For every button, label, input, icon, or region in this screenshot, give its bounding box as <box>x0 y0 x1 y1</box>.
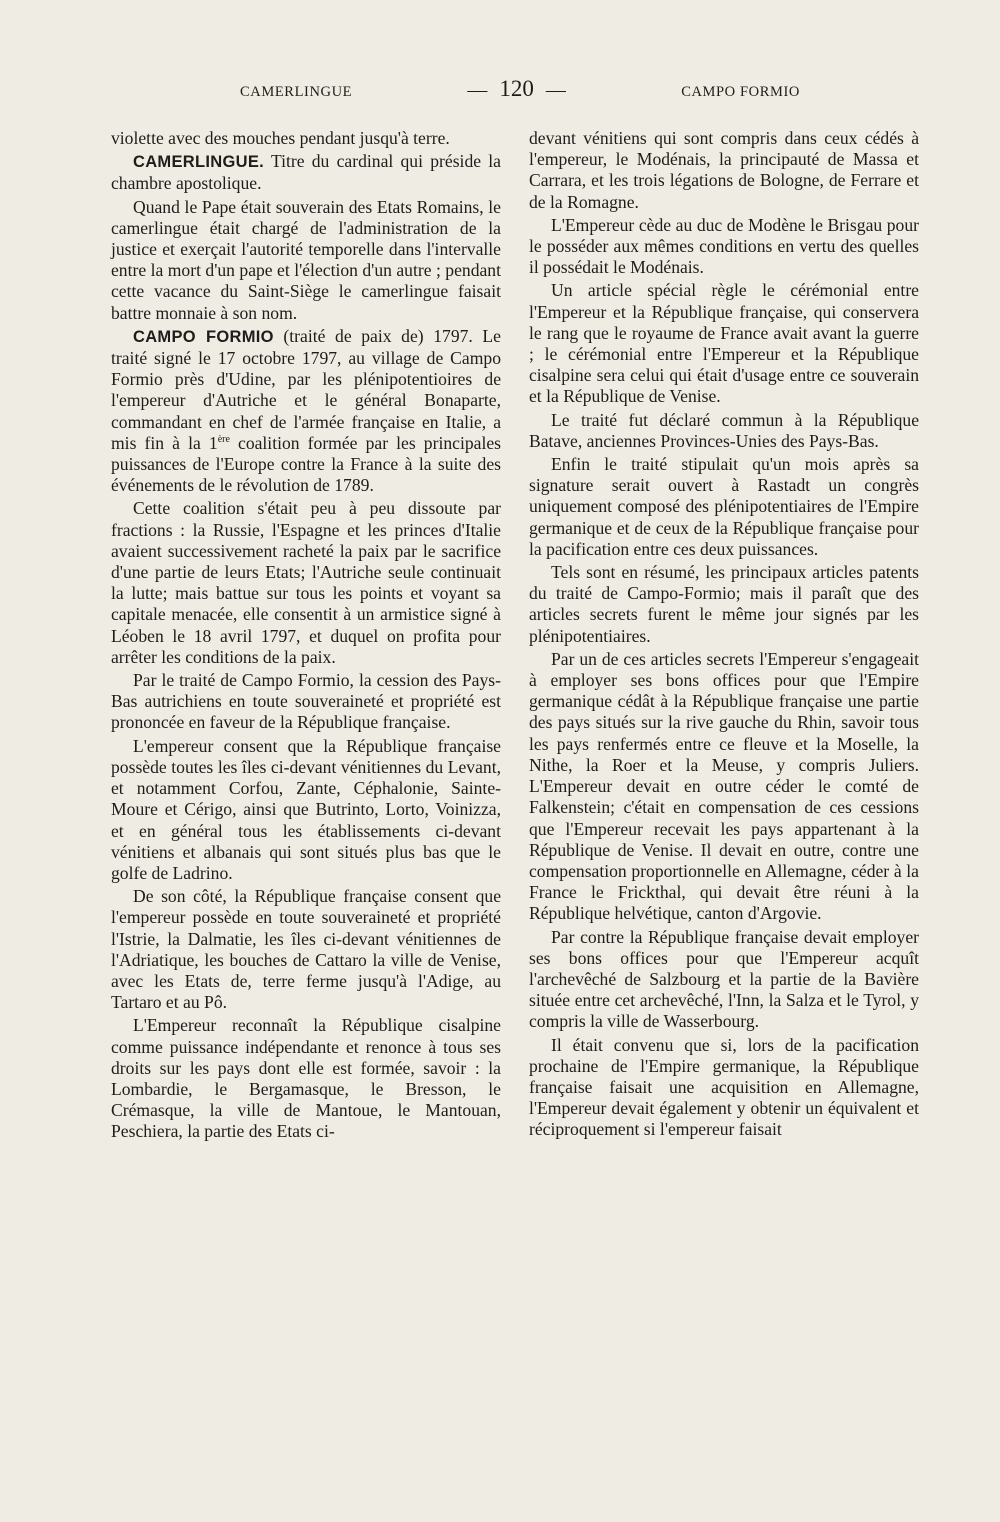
paragraph: De son côté, la République française consent que l'empereur possède en toute souveraineté et propriété l'Istrie, la Dalmatie, les îles ci-devant vénitiennes de l'Adriatique, les bouches de Cattaro la ville de Venise, avec les Etats de, terre ferme jusqu'à l'Adige, au Tartaro et au Pô. <box>111 886 501 1013</box>
paragraph: Le traité fut déclaré commun à la République Batave, anciennes Provinces-Unies des Pays-Bas. <box>529 409 919 451</box>
paragraph: devant vénitiens qui sont compris dans ceux cédés à l'empereur, le Modénais, la principauté de Massa et Carrara, et les trois légations de Bologne, de Ferrare et de la Romagne. <box>529 128 919 212</box>
entry-text: (traité de paix de) 1797. Le traité signé le 17 octobre 1797, au village de Campo Formio près d'Udine, par les plénipotentioires de l'empereur d'Autriche et le général Bonaparte, commandant en chef de l'armée française en Italie, a mis fin à la 1 <box>111 325 501 453</box>
paragraph: Enfin le traité stipulait qu'un mois après sa signature serait ouvert à Rastadt un congrès uniquement composé des plénipotentiaires de l'Empire germanique et de ceux de la République française pour la pacification entre ces deux puissances. <box>529 454 919 559</box>
dictionary-entry-campo-formio <box>111 326 501 497</box>
running-header <box>240 76 800 106</box>
paragraph: L'Empereur reconnaît la République cisalpine comme puissance indépendante et renonce à tous ses droits sur les pays dont elle est formée, savoir : la Lombardie, le Bergamasque, le Bresson, le Crémasque, la ville de Mantoue, le Mantouan, Peschiera, la partie des Etats ci- <box>111 1015 501 1142</box>
paragraph: Tels sont en résumé, les principaux articles patents du traité de Campo-Formio; mais il paraît que des articles secrets furent le même jour signés par les plénipotentiaires. <box>529 562 919 646</box>
left-column <box>111 128 501 1145</box>
entry-headword: CAMERLINGUE. <box>133 153 265 172</box>
paragraph: L'empereur consent que la République française possède toutes les îles ci-devant vénitiennes du Levant, et notamment Corfou, Zante, Céphalonie, Sainte-Moure et Cérigo, ainsi que Butrinto, Lorto, Voinizza, et en général tous les établissements ci-devant vénitiens et albanais qui sont situés plus bas que le golfe de Ladrino. <box>111 735 501 883</box>
paragraph: Par le traité de Campo Formio, la cession des Pays-Bas autrichiens en toute souveraineté et propriété est prononcée en faveur de la République française. <box>111 670 501 733</box>
folio <box>467 76 566 102</box>
page-number: 120 <box>499 76 534 101</box>
paragraph: Un article spécial règle le cérémonial entre l'Empereur et la République française, qui conservera le rang que le royaume de France avait avant la guerre ; le cérémonial entre l'Empereur et la République cisalpine sera celui qui était d'usage entre ce souverain et la République de Venise. <box>529 280 919 407</box>
paragraph: Par un de ces articles secrets l'Empereur s'engageait à employer ses bons offices pour que l'Empire germanique cédât à la République française une partie des pays situés sur la rive gauche du Rhin, savoir tous les pays renfermés entre ce fleuve et la Moselle, la Nithe, la Roer et la Meuse, y compris Juliers. L'Empereur devait en outre céder le comté de Falkenstein; c'était en compensation de ces cessions que l'Empereur recevait les pays appartenant à la République de Venise. Il devait en outre, contre une compensation proportionnelle en Allemagne, céder à la France le Frickthal, qui devait être réuni à la République helvétique, canton d'Argovie. <box>529 648 919 924</box>
paragraph: Cette coalition s'était peu à peu dissoute par fractions : la Russie, l'Espagne et les princes d'Italie avaient successivement racheté la paix par le sacrifice d'une partie de leurs Etats; l'Autriche seule continuait la lutte; mais battue sur tous les points et voyant sa capitale menacée, elle consentit à un armistice signé à Léoben le 18 avril 1797, et duquel on profita pour arrêter les conditions de la paix. <box>111 498 501 667</box>
folio-dash-right: — <box>545 79 566 101</box>
paragraph: L'Empereur cède au duc de Modène le Brisgau pour le posséder aux mêmes conditions en vertu des quelles il possédait le Modénais. <box>529 214 919 278</box>
paragraph: Par contre la République française devait employer ses bons offices pour que l'Empereur acquît l'archevêché de Salzbourg et la partie de la Bavière située entre cet archevêché, l'Inn, la Salza et le Tyrol, y compris la ville de Wasserbourg. <box>529 926 919 1032</box>
right-column <box>529 128 919 1143</box>
paragraph: Quand le Pape était souverain des Etats Romains, le camerlingue était chargé de l'administration de la justice et exerçait l'autorité temporelle dans l'intervalle entre la mort d'un pape et l'élection d'un autre ; pendant cette vacance du Saint-Siège le camerlingue faisait battre monnaie à son nom. <box>111 196 501 323</box>
ordinal-superscript: ère <box>217 433 230 445</box>
folio-dash-left: — <box>467 79 488 101</box>
running-head-right: CAMPO FORMIO <box>681 84 800 100</box>
paragraph: Il était convenu que si, lors de la pacification prochaine de l'Empire germanique, la République française faisait une acquisition en Allemagne, l'Empereur devait également y obtenir un équivalent et réciproquement si l'empereur faisait <box>529 1034 919 1140</box>
entry-headword: CAMPO FORMIO <box>133 327 274 346</box>
running-head-left: CAMERLINGUE <box>240 84 353 100</box>
entry-definition: Titre du cardinal qui préside la chambre apostolique. <box>111 151 501 194</box>
entry-text-continued: coalition formée par les principales puissances de l'Europe contre la France à la suite des événements de le révolution de 1789. <box>111 432 501 496</box>
paragraph: violette avec des mouches pendant jusqu'à terre. <box>111 128 450 148</box>
dictionary-entry-camerlingue <box>111 151 501 194</box>
